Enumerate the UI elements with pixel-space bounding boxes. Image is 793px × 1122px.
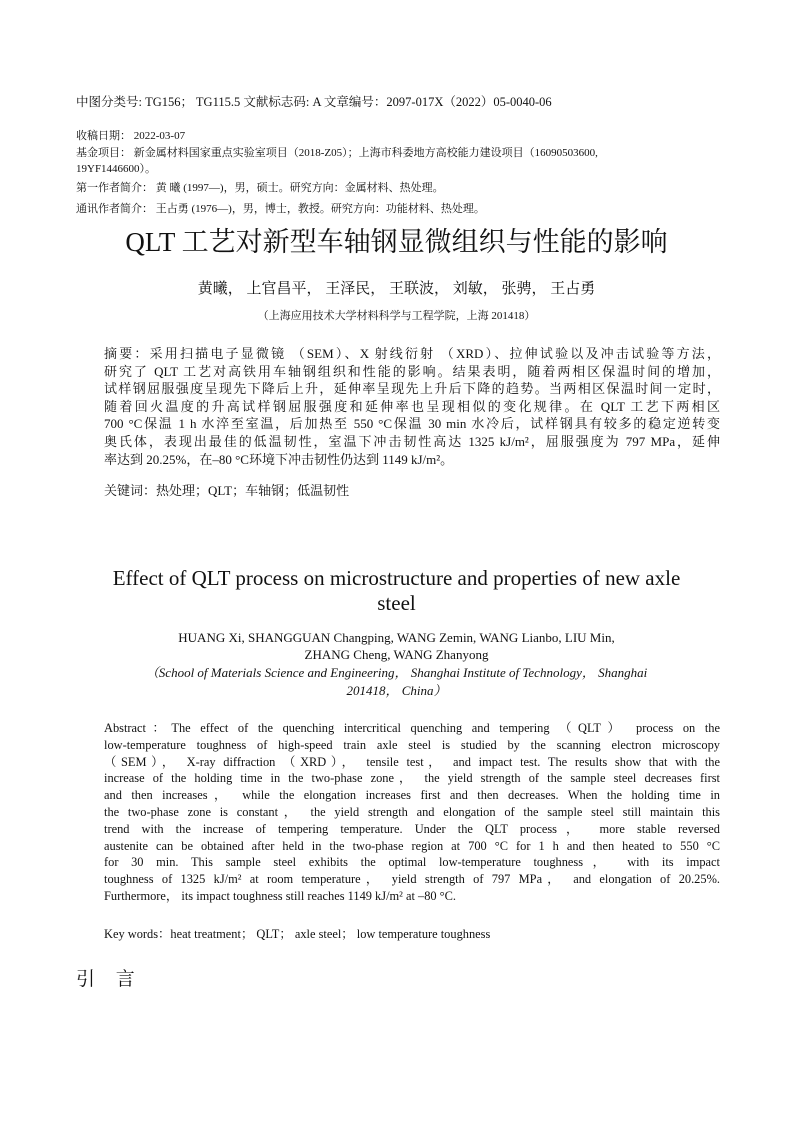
abstract-line: 率达到 20.25%，在–80 °C环境下冲击韧性仍达到 1149 kJ/m²。 [104,451,454,467]
paper-title-en [0,566,793,616]
abstract-line: the two-phase zone is constant， the yield strength and elongation of the sample steel still maintain this [104,804,720,819]
affiliation-cn: （上海应用技术大学材料科学与工程学院，上海 201418） [257,310,536,322]
affiliation-en [0,664,793,700]
abstract-line: toughness of 1325 kJ/m² at room temperature， yield strength of 797 MPa， and elongation of 20.25%. [104,872,720,887]
title-line: Effect of QLT process on microstructure and properties of new axle [112,566,681,590]
fund-info: 基金项目： 新金属材料国家重点实验室项目（2018-Z05）；上海市科委地方高校能力建设项目（16090503600, [76,147,598,159]
authors-line: HUANG Xi, SHANGGUAN Changping, WANG Zemin, WANG Lianbo, LIU Min, [178,630,615,645]
title-line: steel [377,591,416,615]
abstract-line: 试样钢屈服强度呈现先下降后上升，延伸率呈现先上升后下降的趋势。当两相区保温时间一定时， [104,381,720,397]
abstract-line: 摘要：采用扫描电子显微镜 （SEM）、X 射线衍射 （XRD）、拉伸试验以及冲击试验等方法， [104,346,720,361]
fund-info-cont: 19YF1446600）。 [76,163,157,175]
paper-title-cn: QLT 工艺对新型车轴钢显微组织与性能的影响 [125,227,668,257]
abstract-en [104,720,720,905]
abstract-line: for 30 min. This sample steel exhibits the optimal low-temperature toughness， with its impact [104,855,720,870]
abstract-line: and then increases， while the elongation increases first and then decreases. When the holding time in [104,788,720,803]
authors-en [0,629,793,663]
authors-line: ZHANG Cheng, WANG Zhanyong [304,647,489,662]
abstract-line: 随着回火温度的升高试样钢屈服强度和延伸率也呈现相似的变化规律。在 QLT 工艺下两相区 [104,398,720,414]
abstract-line: Furthermore， its impact toughness still reaches 1149 kJ/m² at –80 °C. [104,888,457,903]
classification-line: 中图分类号: TG156； TG115.5 文献标志码: A 文章编号：2097-017X（2022）05-0040-06 [76,95,552,109]
authors-cn: 黄曦， 上官昌平， 王泽民， 王联波， 刘敏， 张骋， 王占勇 [197,281,596,297]
abstract-line: austenite can be obtained after held in the two-phase region at 700 °C for 1 h and then heated to 550 °C [104,838,720,853]
abstract-line: 研究了 QLT 工艺对高铁用车轴钢组织和性能的影响。结果表明，随着两相区保温时间的增加， [104,363,720,379]
abstract-line: Abstract：The effect of the quenching intercritical quenching and tempering （QLT） process on the [104,721,720,735]
affiliation-line: （School of Materials Science and Engineering， Shanghai Institute of Technology， Shanghai [145,665,648,680]
abstract-line: increase of the holding time in the two-phase zone， the yield strength of the sample steel decreases first [104,771,720,786]
section-heading-introduction: 引 言 [76,969,143,990]
abstract-line: 奥氏体，表现出最佳的低温韧性，室温下冲击韧性高达 1325 kJ/m²，屈服强度为 797 MPa，延伸 [104,433,720,449]
abstract-cn [104,345,720,468]
abstract-line: trend with the increase of tempering temperature. Under the QLT process， more stable reversed [104,821,720,836]
abstract-line: （SEM）， X-ray diffraction （XRD）， tensile test， and impact test. The results show that with the [104,754,720,769]
keywords-en: Key words：heat treatment； QLT； axle steel； low temperature toughness [104,927,491,941]
keywords-cn: 关键词：热处理；QLT；车轴钢；低温韧性 [104,483,350,498]
abstract-line: low-temperature toughness of high-speed train axle steel is studied by the scanning electron microscopy [104,737,720,752]
corresponding-author-bio: 通讯作者简介： 王占勇 (1976—)，男，博士，教授。研究方向：功能材料、热处理。 [76,203,485,215]
first-author-bio: 第一作者简介： 黄 曦 (1997—)，男，硕士。研究方向：金属材料、热处理。 [76,182,444,194]
abstract-line: 700 °C保温 1 h 水淬至室温，后加热至 550 °C保温 30 min 水冷后，试样钢具有较多的稳定逆转变 [104,416,720,432]
affiliation-line: 201418， China） [346,683,447,698]
received-date: 收稿日期： 2022-03-07 [76,130,186,142]
